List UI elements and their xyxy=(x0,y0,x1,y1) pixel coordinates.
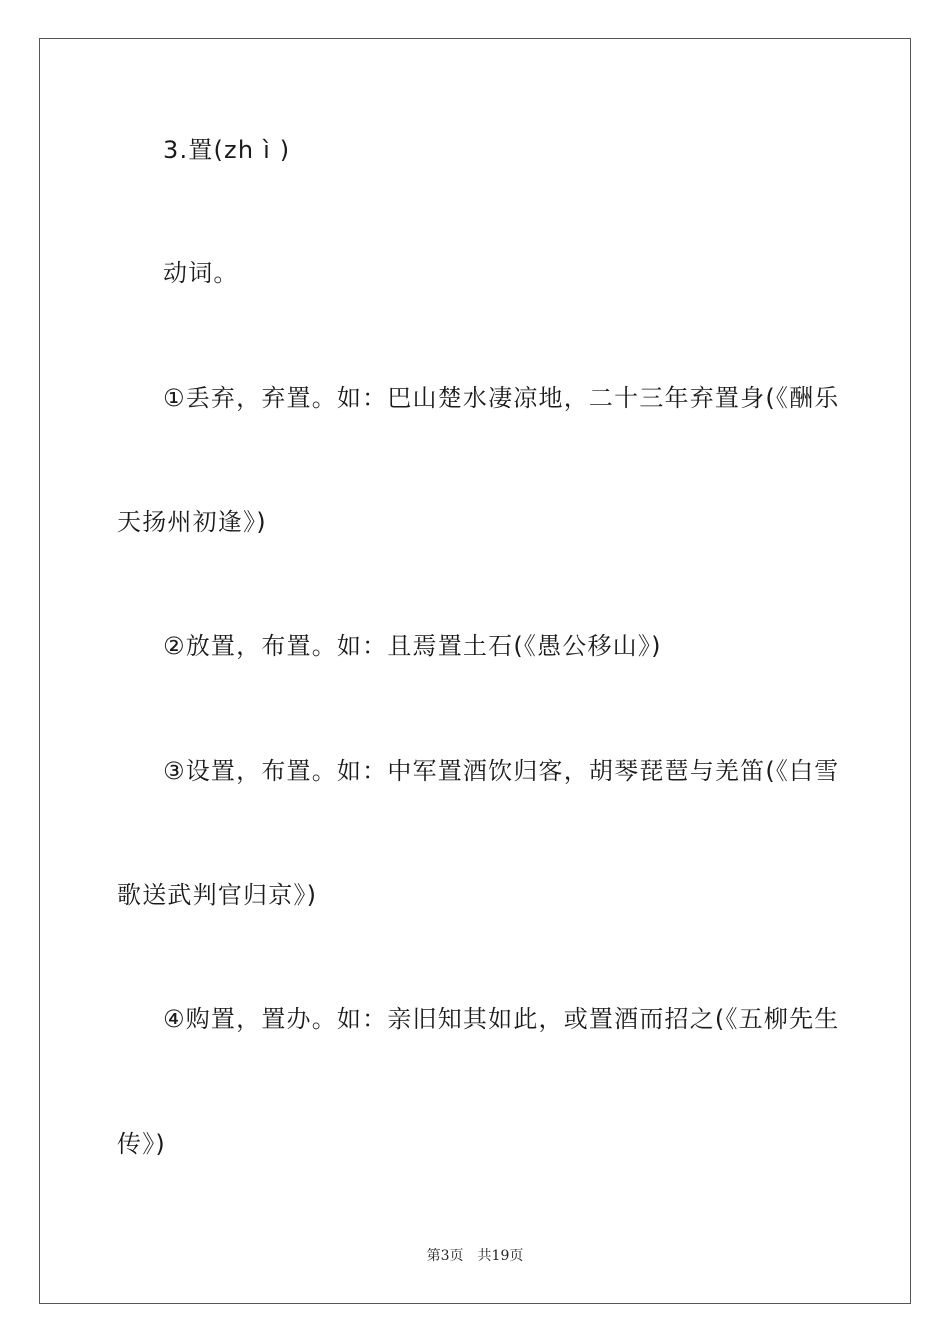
definition-1-continued: 天扬州初逢》) xyxy=(117,508,267,536)
definition-4-continued: 传》) xyxy=(117,1130,166,1158)
page-total: 共19页 xyxy=(477,1248,524,1264)
page-number: 第3页 xyxy=(426,1248,464,1264)
page-footer xyxy=(0,1247,950,1265)
page-border xyxy=(39,38,911,1304)
entry-heading: 3.置(zh ì ) xyxy=(163,136,291,164)
definition-1: ①丢弃，弃置。如：巴山楚水凄凉地，二十三年弃置身(《酬乐 xyxy=(163,384,840,412)
definition-2: ②放置，布置。如：且焉置土石(《愚公移山》) xyxy=(163,632,662,660)
definition-3: ③设置，布置。如：中军置酒饮归客，胡琴琵琶与羌笛(《白雪 xyxy=(163,757,840,785)
part-of-speech: 动词。 xyxy=(163,259,239,287)
definition-3-continued: 歌送武判官归京》) xyxy=(117,881,318,909)
definition-4: ④购置，置办。如：亲旧知其如此，或置酒而招之(《五柳先生 xyxy=(163,1005,840,1033)
